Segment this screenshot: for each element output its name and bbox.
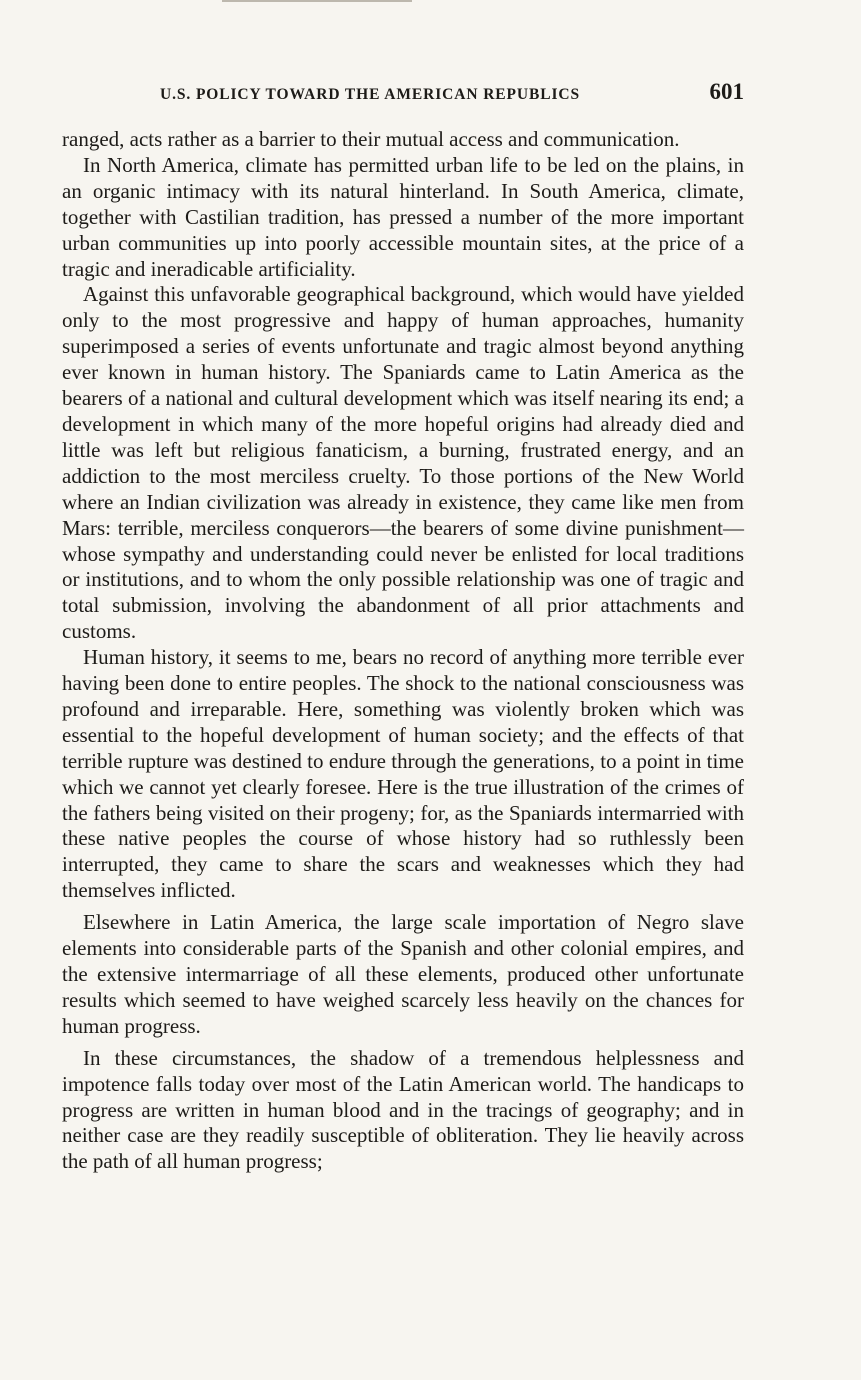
paragraph-human-history: Human history, it seems to me, bears no record of anything more terrible ever having been done to entire peoples. The shock to the national consciousness was profound and irreparable. Here, something was violently broken which was essential to the hopeful development of human society; and the effects of that terrible rupture was destined to endure through the generations, to a point in time which we cannot yet clearly foresee. Here is the true illustration of the crimes of the fathers being visited on their progeny; for, as the Spaniards intermarried with these native peoples the course of whose history had so ruthlessly been interrupted, they came to share the scars and weaknesses which they had themselves inflicted. (62, 645, 744, 903)
page-number: 601 (709, 79, 744, 104)
paragraph-negro-slave: Elsewhere in Latin America, the large scale importation of Negro slave elements into considerable parts of the Spanish and other colonial empires, and the extensive intermarriage of all these elements, produced other unfortunate results which seemed to have weighed scarcely less heavily on the chances for human progress. (62, 910, 744, 1038)
running-head: U.S. POLICY TOWARD THE AMERICAN REPUBLICS (160, 86, 581, 103)
paragraph-circumstances: In these circumstances, the shadow of a tremendous helplessness and impotence falls today over most of the Latin American world. The handicaps to progress are written in human blood and in the tracings of geography; and in neither case are they readily susceptible of obliteration. They lie heavily across the path of all human progress; (62, 1045, 744, 1174)
paragraph-climate: In North America, climate has permitted urban life to be led on the plains, in an organic intimacy with its natural hinterland. In South America, climate, together with Castilian tradition, has pressed a number of the more important urban communities up into poorly accessible mountain sites, at the price of a tragic and ineradicable artificiality. (62, 152, 744, 281)
page-body (62, 127, 744, 1175)
paragraph-spaniards: Against this unfavorable geographical background, which would have yielded only to the most progressive and happy of human approaches, humanity superimposed a series of events unfortunate and tragic almost beyond anything ever known in human history. The Spaniards came to Latin America as the bearers of a national and cultural development which was itself nearing its end; a development in which many of the more hopeful origins had already died and little was left but religious fanaticism, a burning, frustrated energy, and an addiction to the most merciless cruelty. To those portions of the New World where an Indian civilization was already in existence, they came like men from Mars: terrible, merciless conquerors—the bearers of some divine punishment—whose sympathy and understanding could never be enlisted for local traditions or institutions, and to whom the only possible relationship was one of tragic and total submission, involving the abandonment of all prior attachments and customs. (62, 282, 744, 644)
paragraph-continued: ranged, acts rather as a barrier to their mutual access and communication. (62, 127, 680, 151)
top-edge-rule (222, 0, 412, 2)
page-header (62, 80, 744, 114)
